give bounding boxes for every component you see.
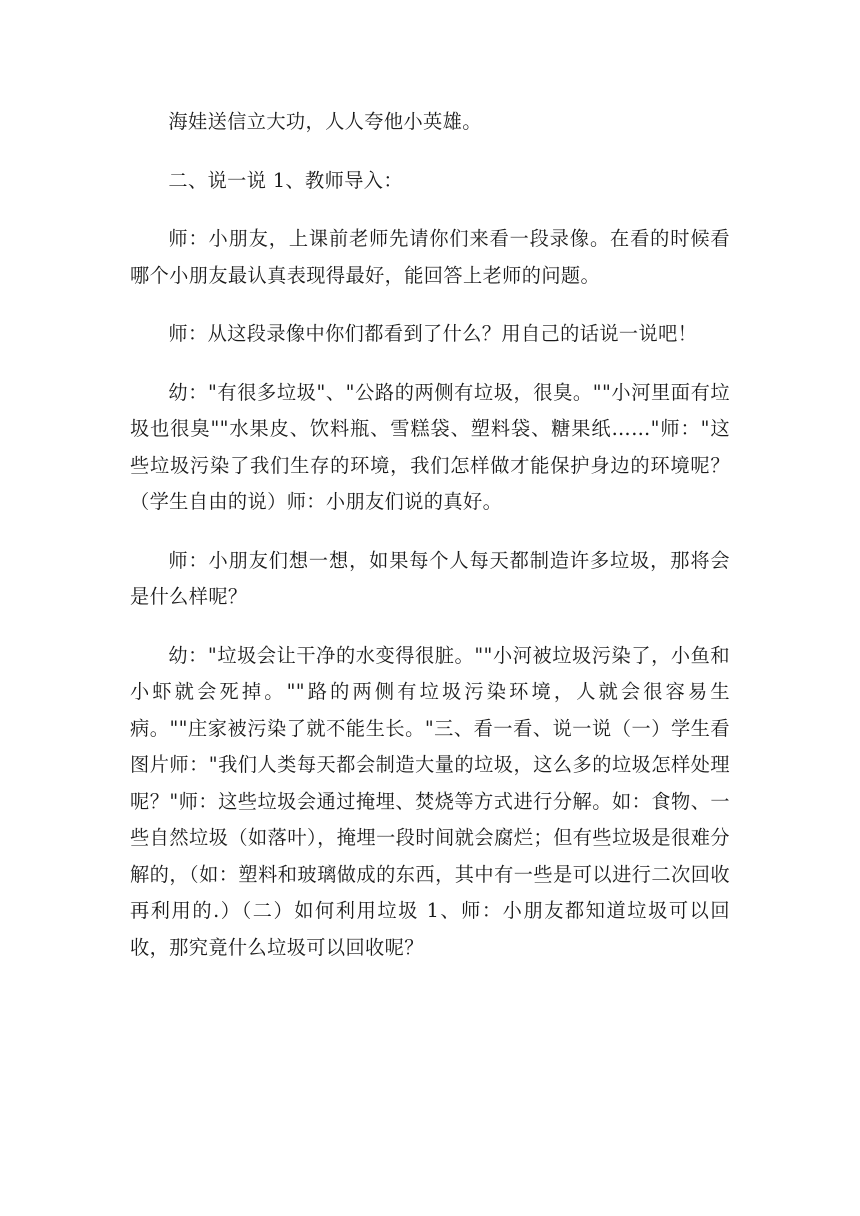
paragraph-2: 二、说一说 1、教师导入：: [168, 168, 403, 192]
document-page: [130, 104, 730, 988]
paragraph-1: 海娃送信立大功，人人夸他小英雄。: [168, 110, 482, 133]
paragraph-5: 幼："有很多垃圾"、"公路的两侧有垃圾，很臭。""小河里面有垃圾也很臭""水果皮、饮料瓶、雪糕袋、塑料袋、糖果纸……"师："这些垃圾污染了我们生存的环境，我们怎样做才能保护身边的环境呢？（学生自由的说）师：小朋友们说的真好。: [130, 380, 730, 513]
paragraph-7: 幼："垃圾会让干净的水变得很脏。""小河被垃圾污染了，小鱼和小虾就会死掉。""路的两侧有垃圾污染环境，人就会很容易生病。""庄家被污染了就不能生长。"三、看一看、说一说（一）学生看图片师："我们人类每天都会制造大量的垃圾，这么多的垃圾怎样处理呢？"师：这些垃圾会通过掩埋、焚烧等方式进行分解。如：食物、一些自然垃圾（如落叶），掩埋一段时间就会腐烂；但有些垃圾是很难分解的，（如：塑料和玻璃做成的东西，其中有一些是可以进行二次回收再利用的.）（二）如何利用垃圾 1、师：小朋友都知道垃圾可以回收，那究竟什么垃圾可以回收呢？: [130, 643, 730, 959]
paragraph-3: 师：小朋友，上课前老师先请你们来看一段录像。在看的时候看哪个小朋友最认真表现得最好，能回答上老师的问题。: [130, 227, 730, 287]
paragraph-6: 师：小朋友们想一想，如果每个人每天都制造许多垃圾，那将会是什么样呢？: [130, 548, 730, 608]
paragraph-4: 师：从这段录像中你们都看到了什么？用自己的话说一说吧！: [168, 322, 698, 345]
